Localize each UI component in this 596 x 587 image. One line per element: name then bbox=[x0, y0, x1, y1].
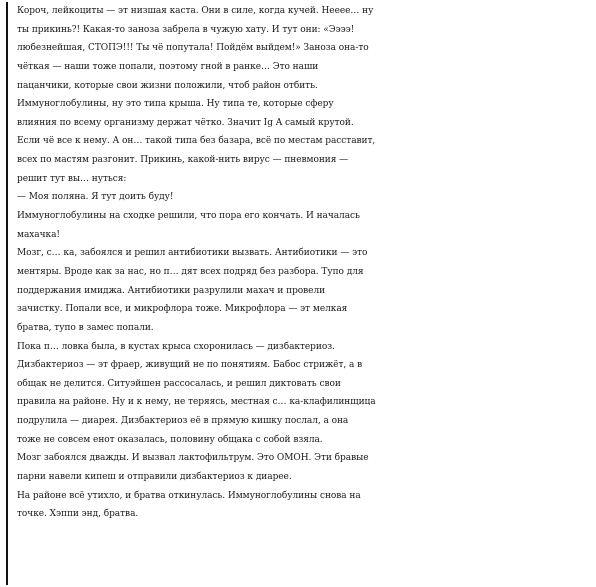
text-line: поддержания имиджа. Антибиотики разрулили махач и провели bbox=[17, 285, 326, 296]
text-line: махачка! bbox=[17, 229, 60, 240]
text-line: Пока п… ловка была, в кустах крыса схоронилась — дизбактериоз. bbox=[17, 341, 335, 352]
text-line: решит тут вы… нуться: bbox=[17, 173, 127, 184]
text-line: Короч, лейкоциты — эт низшая каста. Они в силе, когда кучей. Нееее… ну bbox=[17, 6, 374, 16]
text-line: правила на районе. Ну и к нему, не теряясь, местная с… ка-клафилинщица bbox=[17, 397, 376, 408]
text-line: На районе всё утихло, и братва откинулась. Иммуноглобулины снова на bbox=[17, 490, 361, 501]
text-line: Иммуноглобулины на сходке решили, что пора его кончать. И началась bbox=[17, 211, 360, 222]
text-line: Мозг, с… ка, забоялся и решил антибиотики вызвать. Антибиотики — это bbox=[17, 248, 368, 259]
text-line: Мозг забоялся дважды. И вызвал лактофильтрум. Это ОМОН. Эти бравые bbox=[17, 453, 369, 464]
text-line: — Моя поляна. Я тут доить буду! bbox=[17, 192, 174, 203]
text-line: общак не делится. Ситуэйшен рассосалась, и решил диктовать свои bbox=[17, 378, 341, 389]
text-line: любезнейшая, СТОПЭ!!! Ты чё попутала! Пойдём выйдем!» Заноза она-то bbox=[17, 43, 369, 54]
text-line: чёткая — наши тоже попали, поэтому гной в ранке… Это наши bbox=[17, 61, 319, 72]
text-line: всех по мастям разгонит. Прикинь, какой-нить вирус — пневмония — bbox=[17, 155, 349, 166]
text-line: подрулила — диарея. Дизбактериоз её в прямую кишку послал, а она bbox=[17, 416, 349, 427]
text-line: Если чё все к нему. А он… такой типа без базара, всё по местам расставит, bbox=[17, 136, 376, 147]
text-line: парни навели кипеш и отправили дизбактериоз к диарее. bbox=[17, 472, 292, 483]
text-line: пацанчики, которые свои жизни положили, чтоб район отбить. bbox=[17, 80, 318, 91]
text-line: ты прикинь?! Какая-то заноза забрела в чужую хату. И тут они: «Ээээ! bbox=[17, 24, 355, 35]
text-line: ментяры. Вроде как за нас, но п… дят всех подряд без разбора. Тупо для bbox=[17, 266, 364, 277]
text-line: Дизбактериоз — эт фраер, живущий не по понятиям. Бабос стрижёт, а в bbox=[17, 360, 363, 371]
text-line: влияния по всему организму держат чётко. Значит Ig A самый крутой. bbox=[17, 117, 354, 128]
story-text bbox=[17, 2, 595, 524]
text-line: точке. Хэппи энд, братва. bbox=[17, 509, 139, 520]
text-line: Иммуноглобулины, ну это типа крыша. Ну типа те, которые сферу bbox=[17, 99, 334, 110]
text-line: зачистку. Попали все, и микрофлора тоже. Микрофлора — эт мелкая bbox=[17, 304, 348, 315]
text-line: братва, тупо в замес попали. bbox=[17, 322, 154, 333]
text-line: тоже не совсем енот оказалась, половину общака с собой взяла. bbox=[17, 434, 323, 445]
left-margin-rule bbox=[6, 2, 8, 585]
